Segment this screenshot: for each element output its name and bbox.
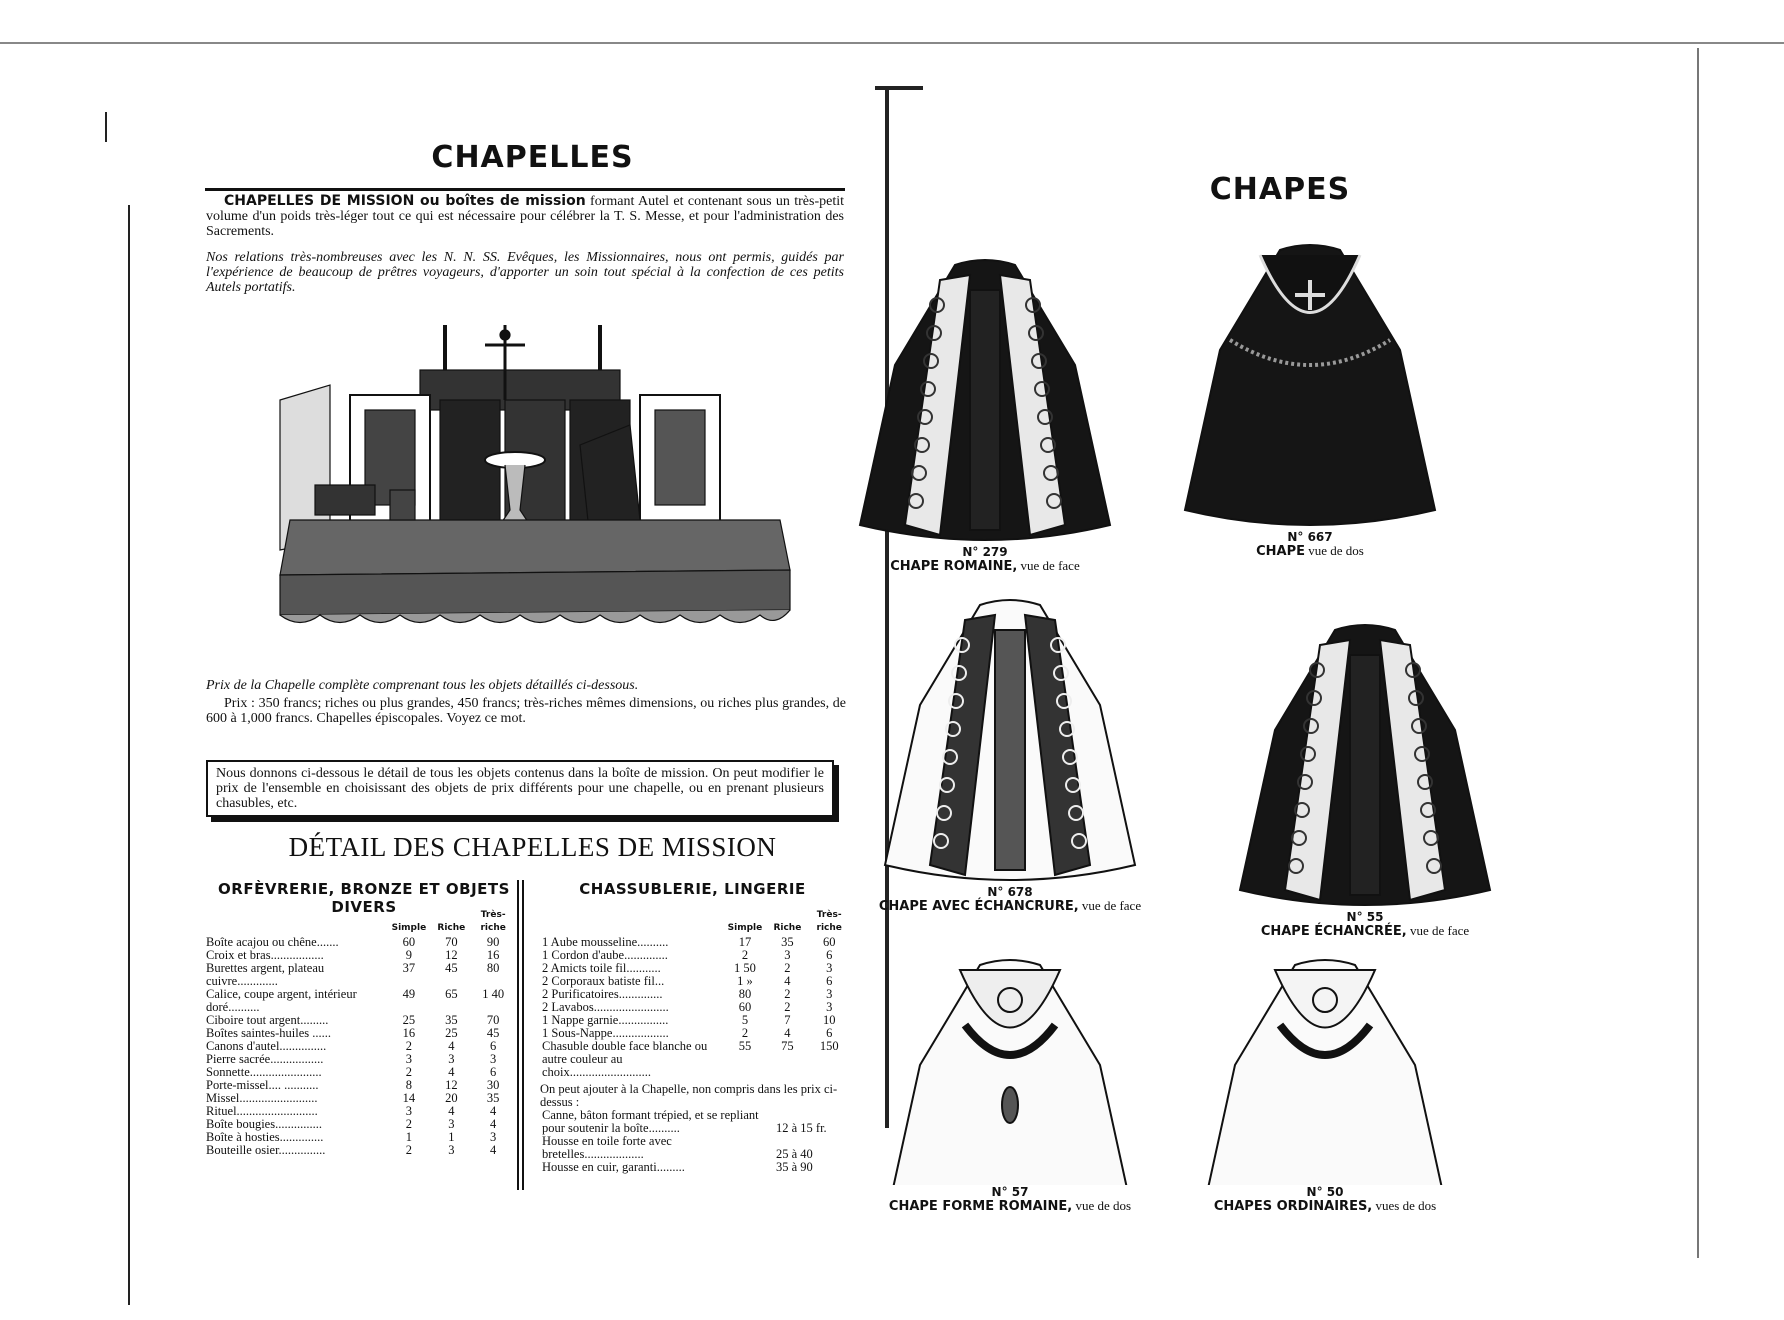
item-label: Ciboire tout argent......... (206, 1013, 329, 1027)
col-header-simple: Simple (391, 923, 427, 933)
price-riche: 35 (445, 1013, 458, 1027)
price-simple: 1 50 (734, 961, 756, 975)
price-simple: 3 (405, 1104, 413, 1118)
price-riche: 1 (448, 1130, 455, 1144)
chape-view: vue de dos (1305, 543, 1364, 558)
price-riche: 20 (445, 1091, 458, 1105)
chape-illustration (870, 595, 1150, 885)
price-tres-riche: 16 (486, 948, 500, 962)
item-label: 2 Amicts toile fil........... (542, 961, 661, 975)
left-margin-mark (105, 112, 107, 142)
chape-illustration (1170, 240, 1450, 530)
price-tres-riche: 70 (486, 1013, 500, 1027)
intro-bold: CHAPELLES DE MISSION ou boîtes de mission (224, 193, 586, 209)
item-label: Canons d'autel............... (206, 1039, 327, 1053)
price-simple: 2 (405, 1117, 413, 1131)
extras-intro: On peut ajouter à la Chapelle, non compris dans les prix ci-dessus : (540, 1082, 838, 1109)
table-divider (517, 880, 519, 1190)
right-margin-rule (1697, 48, 1699, 1258)
extra-row (540, 1135, 850, 1161)
table-row (204, 962, 514, 988)
item-label: Boîte acajou ou chêne....... (206, 935, 339, 949)
col-header-tres-riche-r: Très-riche (816, 910, 842, 933)
chape-illustration (845, 255, 1125, 545)
price-simple: 5 (741, 1013, 749, 1027)
item-label: Pierre sacrée................. (206, 1052, 324, 1066)
price-simple: 60 (738, 1000, 752, 1014)
price-tres-riche: 6 (490, 1039, 497, 1053)
price-tres-riche: 4 (490, 1143, 497, 1157)
item-label: 1 Sous-Nappe.................. (542, 1026, 669, 1040)
price-tres-riche: 3 (490, 1052, 497, 1066)
price-riche: 2 (784, 1000, 791, 1014)
price-tres-riche: 90 (486, 935, 500, 949)
item-label: Porte-missel.... ........... (206, 1078, 319, 1092)
price-tres-riche: 4 (490, 1117, 497, 1131)
price-tres-riche: 6 (826, 948, 833, 962)
scan-top-edge (0, 42, 1784, 44)
gutter-rule-cap (875, 86, 923, 90)
price-riche: 3 (448, 1143, 455, 1157)
chape-illustration (1185, 955, 1465, 1185)
intro-paragraph (206, 194, 844, 239)
item-label: 2 Purificatoires.............. (542, 987, 663, 1001)
price-riche: 12 (445, 1078, 458, 1092)
page-title-chapelles: CHAPELLES (431, 140, 634, 175)
price-riche: 3 (448, 1117, 455, 1131)
chape-view: vue de face (1078, 898, 1142, 913)
price-riche: 25 (445, 1026, 458, 1040)
right-detail-table (540, 908, 850, 1174)
price-simple: 2 (741, 1026, 749, 1040)
chape-figure (1170, 240, 1450, 559)
chape-number: N° 57 (991, 1185, 1029, 1199)
price-riche: 3 (448, 1052, 455, 1066)
price-simple: 16 (402, 1026, 416, 1040)
table-row (204, 988, 514, 1014)
chape-name: CHAPE (1256, 544, 1306, 559)
price-tres-riche: 10 (822, 1013, 836, 1027)
item-label: 1 Nappe garnie................ (542, 1013, 669, 1027)
extra-price: 12 à 15 fr. (776, 1121, 827, 1135)
price-simple: 2 (405, 1039, 413, 1053)
price-simple: 49 (402, 987, 416, 1001)
item-label: Sonnette....................... (206, 1065, 322, 1079)
price-simple: 14 (402, 1091, 416, 1105)
extra-row (540, 1161, 850, 1174)
item-label: Bouteille osier............... (206, 1143, 326, 1157)
price-tres-riche: 30 (486, 1078, 500, 1092)
chape-name: CHAPES ORDINAIRES, (1213, 1199, 1373, 1214)
item-label: 1 Aube mousseline.......... (542, 935, 669, 949)
price-riche: 75 (781, 1039, 794, 1053)
price-simple: 60 (402, 935, 416, 949)
price-simple: 8 (405, 1078, 413, 1092)
chape-name: CHAPE ROMAINE, (890, 559, 1018, 574)
price-simple: 80 (738, 987, 752, 1001)
note-box: Nous donnons ci-dessous le détail de tous les objets contenus dans la boîte de mission. On peut modifier le prix de l'ensemble en choisissant des objets de prix différents pour une chapelle, ou en prenant plusieurs chasubles, etc. (206, 760, 834, 817)
chape-caption (845, 559, 1125, 574)
mission-chapel-illustration (270, 310, 800, 660)
extra-row (540, 1109, 850, 1135)
item-label: Croix et bras................. (206, 948, 324, 962)
price-riche: 12 (445, 948, 458, 962)
intro-italic: Nos relations très-nombreuses avec les N. N. SS. Evêques, les Missionnaires, nous ont permis, guidés par l'expérience de beaucoup de prêtres voyageurs, d'apporter un soin tout spécial à la confection de ces petits Autels portatifs. (206, 250, 844, 295)
chape-illustration (870, 955, 1150, 1185)
chape-figure (1185, 955, 1465, 1214)
price-riche: 7 (784, 1013, 791, 1027)
chape-caption (870, 1199, 1150, 1214)
chape-name: CHAPE FORME ROMAINE, (888, 1199, 1073, 1214)
item-label: Missel......................... (206, 1091, 318, 1105)
price-line: Prix : 350 francs; riches ou plus grandes, 450 francs; très-riches mêmes dimensions, ou riches plus grandes, de 600 à 1,000 francs. Chapelles épiscopales. Voyez ce mot. (206, 696, 846, 726)
extra-item-label: Canne, bâton formant trépied, et se repliant pour soutenir la boîte.......... (542, 1108, 759, 1135)
price-tres-riche: 45 (486, 1026, 500, 1040)
item-label: Boîte à hosties.............. (206, 1130, 324, 1144)
title-rule (205, 188, 845, 191)
item-label: Burettes argent, plateau cuivre............. (206, 961, 325, 988)
price-riche: 4 (784, 974, 791, 988)
price-tres-riche: 6 (490, 1065, 497, 1079)
price-tres-riche: 3 (826, 961, 833, 975)
chape-view: vue de face (1017, 558, 1080, 573)
item-label: 1 Cordon d'aube.............. (542, 948, 668, 962)
chape-number: N° 55 (1346, 910, 1384, 924)
chape-figure (870, 955, 1150, 1214)
price-riche: 35 (781, 935, 794, 949)
left-table-title: ORFÈVRERIE, BRONZE ET OBJETS DIVERS (218, 880, 510, 916)
left-detail-table (204, 908, 514, 1157)
chape-figure (870, 595, 1150, 914)
price-riche: 2 (784, 987, 791, 1001)
price-simple: 2 (405, 1065, 413, 1079)
price-tres-riche: 80 (486, 961, 500, 975)
chape-caption (1170, 544, 1450, 559)
item-label: Rituel.......................... (206, 1104, 318, 1118)
price-riche: 4 (448, 1104, 455, 1118)
price-simple: 1 » (737, 974, 753, 988)
chape-number: N° 678 (987, 885, 1033, 899)
price-simple: 17 (738, 935, 752, 949)
price-simple: 2 (405, 1143, 413, 1157)
price-tres-riche: 150 (819, 1039, 839, 1053)
price-tres-riche: 4 (490, 1104, 497, 1118)
price-simple: 3 (405, 1052, 413, 1066)
extra-item-label: Housse en cuir, garanti......... (542, 1160, 685, 1174)
price-riche: 2 (784, 961, 791, 975)
extra-price: 25 à 40 (776, 1147, 813, 1161)
price-simple: 9 (405, 948, 413, 962)
price-riche: 4 (784, 1026, 791, 1040)
price-tres-riche: 60 (822, 935, 836, 949)
chape-figure (1225, 620, 1505, 939)
price-simple: 25 (402, 1013, 416, 1027)
price-riche: 65 (445, 987, 458, 1001)
item-label: Boîte bougies............... (206, 1117, 322, 1131)
intro-text: formant Autel et contenant sous un très-petit volume d'un poids très-léger tout ce qui est nécessaire pour célébrer la T. S. Messe, et pour l'administration des Sacrements. (206, 194, 845, 239)
item-label: 2 Lavabos........................ (542, 1000, 669, 1014)
col-header-riche-r: Riche (773, 923, 802, 933)
price-riche: 4 (448, 1065, 455, 1079)
chape-illustration (1225, 620, 1505, 910)
chape-view: vue de face (1406, 923, 1470, 938)
chape-number: N° 50 (1306, 1185, 1344, 1199)
col-header-simple-r: Simple (727, 923, 763, 933)
chape-caption (1185, 1199, 1465, 1214)
price-simple: 55 (738, 1039, 752, 1053)
table-row (540, 1040, 850, 1079)
left-margin-rule (128, 205, 130, 1305)
price-riche: 45 (445, 961, 458, 975)
chape-number: N° 667 (1287, 530, 1333, 544)
chape-caption (1225, 924, 1505, 939)
table-divider-2 (522, 880, 524, 1190)
chape-figure (845, 255, 1125, 574)
page-title-chapes: CHAPES (1209, 172, 1351, 207)
chape-caption (870, 899, 1150, 914)
price-simple: 37 (402, 961, 416, 975)
right-table-title: CHASSUBLERIE, LINGERIE (579, 880, 806, 898)
price-tres-riche: 3 (826, 987, 833, 1001)
price-simple: 2 (741, 948, 749, 962)
extra-item-label: Housse en toile forte avec bretelles................... (542, 1134, 672, 1161)
price-tres-riche: 1 40 (482, 987, 505, 1001)
item-label: 2 Corporaux batiste fil... (542, 974, 665, 988)
price-heading: Prix de la Chapelle complète comprenant tous les objets détaillés ci-dessous. (206, 678, 639, 693)
chape-view: vues de dos (1372, 1198, 1437, 1213)
col-header-riche: Riche (437, 923, 466, 933)
chape-name: CHAPE AVEC ÉCHANCRURE, (878, 899, 1079, 914)
chape-number: N° 279 (962, 545, 1008, 559)
chape-view: vue de dos (1072, 1198, 1132, 1213)
table-row (204, 1144, 514, 1157)
price-tres-riche: 3 (826, 1000, 833, 1014)
price-tres-riche: 35 (486, 1091, 500, 1105)
item-label: Boîtes saintes-huiles ...... (206, 1026, 331, 1040)
item-label: Chasuble double face blanche ou autre couleur au choix.......................... (542, 1039, 708, 1079)
item-label: Calice, coupe argent, intérieur doré.......... (206, 987, 357, 1014)
price-tres-riche: 6 (826, 1026, 833, 1040)
chape-name: CHAPE ÉCHANCRÉE, (1260, 924, 1407, 939)
extra-price: 35 à 90 (776, 1160, 813, 1174)
price-tres-riche: 3 (490, 1130, 497, 1144)
detail-title: DÉTAIL DES CHAPELLES DE MISSION (288, 832, 777, 862)
price-tres-riche: 6 (826, 974, 833, 988)
price-riche: 70 (445, 935, 458, 949)
price-simple: 1 (405, 1130, 413, 1144)
price-riche: 3 (784, 948, 791, 962)
price-riche: 4 (448, 1039, 455, 1053)
col-header-tres-riche: Très-riche (480, 910, 506, 933)
